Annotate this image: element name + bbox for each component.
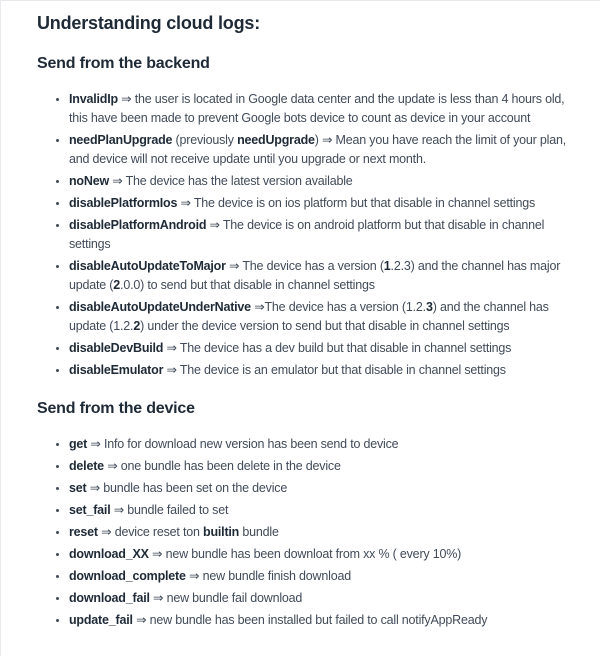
log-list-item	[69, 435, 572, 454]
log-description: ) and the channel has update (1.2.	[69, 300, 549, 333]
log-description: ⇒ the user is located in Google data center and the update is less than 4 hours old, this have been made to prevent Google bots device to count as device in your account	[69, 92, 565, 125]
log-term: download_fail	[69, 591, 150, 605]
log-term: delete	[69, 459, 104, 473]
log-term: disableAutoUpdateToMajor	[69, 259, 226, 273]
log-term: disableEmulator	[69, 363, 164, 377]
log-term: needPlanUpgrade	[69, 133, 173, 147]
log-list-item	[69, 611, 572, 630]
log-list-item	[69, 361, 572, 380]
section-heading-device: Send from the device	[37, 400, 195, 417]
log-description: ⇒ The device has a dev build but that disable in channel settings	[163, 341, 512, 355]
log-term: 2	[133, 319, 141, 333]
log-list-item	[69, 131, 572, 169]
log-description: ⇒ bundle has been set on the device	[86, 481, 288, 495]
log-term: download_complete	[69, 569, 186, 583]
page-title: Understanding cloud logs:	[37, 13, 260, 33]
log-list-item	[69, 501, 572, 520]
log-term: 2	[113, 278, 121, 292]
log-description: ⇒ The device has a version (	[225, 259, 384, 273]
log-description: ⇒The device has a version (1.2.	[250, 300, 426, 314]
log-list-item	[69, 479, 572, 498]
log-term: needUpgrade	[237, 133, 315, 147]
log-list-item	[69, 90, 572, 128]
device-log-list	[37, 435, 572, 630]
log-description: ) ⇒ Mean you have reach the limit of your plan, and device will not receive update until you upgrade or next month.	[69, 133, 566, 166]
log-list-item	[69, 523, 572, 542]
log-description: ⇒ one bundle has been delete in the device	[103, 459, 341, 473]
log-term: disablePlatformAndroid	[69, 218, 207, 232]
log-term: disableDevBuild	[69, 341, 164, 355]
log-term: 3	[425, 300, 433, 314]
log-term: 1	[383, 259, 391, 273]
log-description: .2.3) and the channel has major update (	[69, 259, 561, 292]
log-term: noNew	[69, 174, 109, 188]
log-list-item	[69, 339, 572, 358]
log-term: disableAutoUpdateUnderNative	[69, 300, 251, 314]
log-description: ⇒ The device is on ios platform but that disable in channel settings	[177, 196, 536, 210]
log-description: ⇒ new bundle finish download	[185, 569, 351, 583]
log-list-item	[69, 567, 572, 586]
log-list-item	[69, 589, 572, 608]
log-description: ⇒ new bundle has been downloat from xx % ( every 10%)	[148, 547, 462, 561]
log-list-item	[69, 545, 572, 564]
log-description: ⇒ bundle failed to set	[110, 503, 229, 517]
log-description: ⇒ new bundle fail download	[149, 591, 303, 605]
log-list-item	[69, 172, 572, 191]
log-list-item	[69, 257, 572, 295]
log-list-item	[69, 298, 572, 336]
log-list-item	[69, 216, 572, 254]
section-heading-backend: Send from the backend	[37, 55, 210, 72]
log-description: bundle	[239, 525, 279, 539]
log-term: set_fail	[69, 503, 111, 517]
log-term: get	[69, 437, 88, 451]
log-list-item	[69, 457, 572, 476]
log-term: download_XX	[69, 547, 149, 561]
log-description: .0.0) to send but that disable in channel settings	[120, 278, 375, 292]
log-description: ⇒ The device has the latest version available	[108, 174, 353, 188]
log-term: update_fail	[69, 613, 133, 627]
log-term: builtin	[203, 525, 240, 539]
log-description: ⇒ Info for download new version has been send to device	[87, 437, 399, 451]
log-description: (previously	[172, 133, 238, 147]
log-description: ⇒ The device is on android platform but that disable in channel settings	[69, 218, 545, 251]
log-description: ⇒ new bundle has been installed but failed to call notifyAppReady	[132, 613, 488, 627]
log-term: InvalidIp	[69, 92, 118, 106]
log-description: ⇒ The device is an emulator but that disable in channel settings	[163, 363, 506, 377]
backend-log-list	[37, 90, 572, 380]
log-term: set	[69, 481, 87, 495]
log-description: ⇒ device reset ton	[97, 525, 204, 539]
log-description: ) under the device version to send but that disable in channel settings	[140, 319, 510, 333]
log-term: reset	[69, 525, 98, 539]
log-term: disablePlatformIos	[69, 196, 178, 210]
log-list-item	[69, 194, 572, 213]
